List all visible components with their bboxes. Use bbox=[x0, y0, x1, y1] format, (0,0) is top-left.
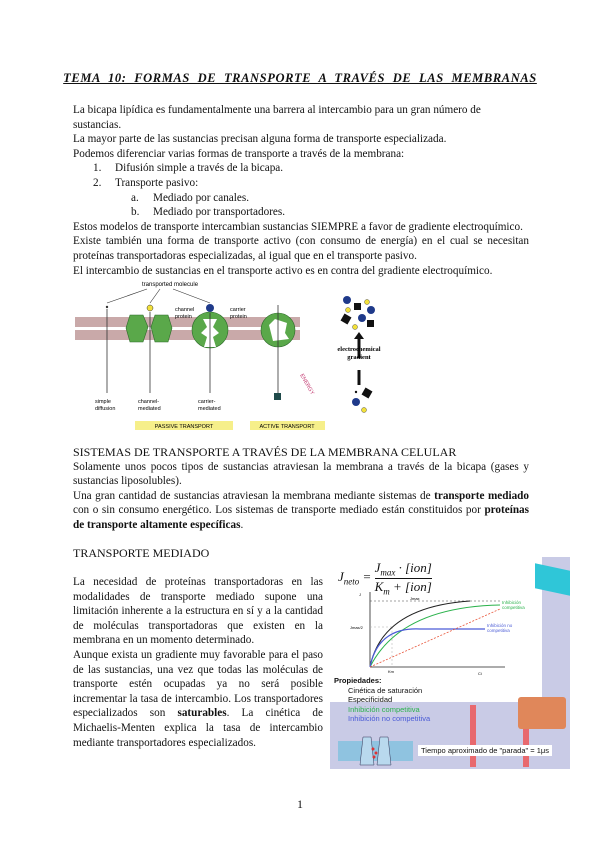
noncompetitive-label-2: competitiva bbox=[487, 628, 510, 633]
channel-mediated-label-2: mediated bbox=[138, 406, 161, 412]
eq-den-sub: m bbox=[383, 586, 390, 597]
bold-term: proteínas de transporte altamente específicas bbox=[73, 504, 529, 531]
list-item bbox=[73, 161, 529, 176]
paragraph bbox=[73, 489, 529, 533]
eq-den-rest: + [ion] bbox=[389, 578, 432, 594]
carrier-protein-label: carrier bbox=[230, 307, 246, 313]
jmax2-label: Jmax/2 bbox=[350, 625, 363, 630]
noncompetitive-label: Inhibición no bbox=[487, 623, 513, 628]
km-label: Km bbox=[388, 669, 394, 674]
stop-time-label: Tiempo aproximado de "parada" = 1μs bbox=[418, 745, 552, 756]
eq-num-rest: · [ion] bbox=[395, 560, 432, 575]
x-axis-label: Ci bbox=[478, 671, 482, 676]
gradient-label-2: gradient bbox=[347, 354, 371, 361]
eq-num: J bbox=[374, 560, 381, 575]
carrier-mediated-label: carrier- bbox=[198, 399, 216, 405]
intro-line: Podemos diferenciar varias formas de transporte a través de la membrana: bbox=[73, 147, 405, 160]
carrier-protein-label-2: protein bbox=[230, 314, 247, 320]
list-marker: 2. bbox=[93, 176, 102, 189]
list-text: Difusión simple a través de la bicapa. bbox=[115, 162, 284, 175]
section-heading: TRANSPORTE MEDIADO bbox=[73, 546, 210, 560]
line-linear bbox=[370, 609, 500, 667]
competitive-label-2: competitiva bbox=[502, 605, 525, 610]
decor-shape bbox=[518, 697, 566, 729]
saturation-chart bbox=[330, 587, 542, 677]
carrier-mediated-label-2: mediated bbox=[198, 406, 221, 412]
page-number: 1 bbox=[297, 797, 303, 811]
intro-line: La bicapa lipídica es fundamentalmente una barrera al intercambio para un gran número de sustancias. bbox=[73, 104, 481, 131]
bold-term: transporte mediado bbox=[434, 489, 529, 502]
arrow-up-icon bbox=[354, 332, 364, 339]
membrane-transport-figure bbox=[75, 275, 395, 435]
michaelis-menten-slide bbox=[330, 557, 570, 769]
property-item: Inhibición no competitiva bbox=[348, 714, 431, 723]
properties-title: Propiedades: bbox=[334, 676, 382, 685]
energy-label: ENERGY bbox=[298, 373, 316, 397]
intro-line: La mayor parte de las sustancias precisan alguna forma de transporte especializada. bbox=[73, 133, 447, 146]
paragraph: Solamente unos pocos tipos de sustancias atraviesan la membrana a través de la bicapa (gases y sustancias liposolubles). bbox=[73, 460, 529, 488]
channel-protein-label-2: protein bbox=[175, 314, 192, 320]
simple-diffusion-label: simple bbox=[95, 399, 111, 405]
intro-section bbox=[73, 103, 529, 278]
bold-term: saturables bbox=[177, 707, 227, 720]
property-item: Especificidad bbox=[348, 695, 393, 704]
channel-mediated-label: channel- bbox=[138, 399, 160, 405]
eq-den: K bbox=[374, 578, 384, 594]
sublist-item bbox=[73, 205, 529, 220]
curve-noncompetitive bbox=[370, 629, 485, 667]
section-mediated-text bbox=[73, 575, 323, 750]
gradient-label: electrochemical bbox=[337, 346, 381, 353]
intro-line: El intercambio de sustancias en el transporte activo es en contra del gradiente electroquímico. bbox=[73, 264, 493, 277]
curve-normal bbox=[370, 601, 470, 667]
y-axis-label: J bbox=[359, 592, 361, 597]
intro-paragraph: Existe también una forma de transporte activo (con consumo de energía) en el cual se necesitan proteínas transportadoras especializadas, al igual que en el transporte pasivo. bbox=[73, 235, 529, 262]
active-transport-label: ACTIVE TRANSPORT bbox=[259, 424, 315, 430]
eq-lhs-sub: neto bbox=[343, 576, 360, 587]
list-text: Mediado por canales. bbox=[153, 191, 249, 204]
text: . La cinética de Michaelis-Menten explica la tasa de intercambio mediante transportadores especializados. bbox=[73, 707, 323, 749]
list-marker: b. bbox=[131, 206, 140, 219]
document-title: TEMA 10: FORMAS DE TRANSPORTE A TRAVÉS DE LAS MEMBRANAS bbox=[63, 71, 537, 85]
list-marker: a. bbox=[131, 191, 139, 204]
eq-num-sub: max bbox=[380, 567, 396, 578]
jmax-label: Jmax bbox=[410, 596, 420, 601]
list-text: Transporte pasivo: bbox=[115, 176, 199, 189]
simple-diffusion-label-2: diffusion bbox=[95, 406, 116, 412]
text: con o sin consumo energético. Los sistemas de transporte mediado están constituidos por bbox=[73, 504, 485, 517]
text: Aunque exista un gradiente muy favorable para el paso de las sustancias, una vez que todas las moléculas de transporte estén ocupadas ya no será posible incrementar la tasa de intercambio. Los transportadores especializados son bbox=[73, 648, 323, 720]
competitive-label: Inhibición bbox=[502, 600, 522, 605]
channel-membrane-illustration bbox=[338, 735, 413, 767]
decor-bar bbox=[470, 705, 476, 767]
paragraph bbox=[73, 648, 323, 750]
list-item bbox=[73, 176, 529, 191]
text: Una gran cantidad de sustancias atraviesan la membrana mediante sistemas de bbox=[73, 489, 435, 502]
sublist-item bbox=[73, 191, 529, 206]
text: . bbox=[240, 518, 244, 531]
paragraph: La necesidad de proteínas transportadoras en las modalidades de transporte mediado supone una limitación inherente a la estructura en sí y a la cantidad de moléculas transportadoras que existen en la membrana en un momento determinado. bbox=[73, 576, 323, 647]
equation: $J_{neto}$ = $J_{max} \cdot [ion]$ $K_m + [ion]$ bbox=[338, 560, 432, 597]
list-text: Mediado por transportadores. bbox=[153, 206, 286, 219]
transported-molecule-label: transported molecule bbox=[142, 282, 199, 288]
list-marker: 1. bbox=[93, 162, 102, 175]
section-heading: SISTEMAS DE TRANSPORTE A TRAVÉS DE LA MEMBRANA CELULAR bbox=[73, 445, 457, 459]
channel-protein-label: channel bbox=[175, 307, 195, 313]
property-item: Inhibición competitiva bbox=[348, 704, 420, 714]
eq-lhs: J bbox=[338, 569, 344, 585]
intro-line: Estos modelos de transporte intercambian sustancias SIEMPRE a favor de gradiente electroquímico. bbox=[73, 220, 523, 233]
section-systems bbox=[73, 445, 529, 533]
properties-list bbox=[334, 676, 430, 724]
property-item: Cinética de saturación bbox=[348, 685, 423, 695]
passive-transport-label: PASSIVE TRANSPORT bbox=[154, 424, 214, 430]
